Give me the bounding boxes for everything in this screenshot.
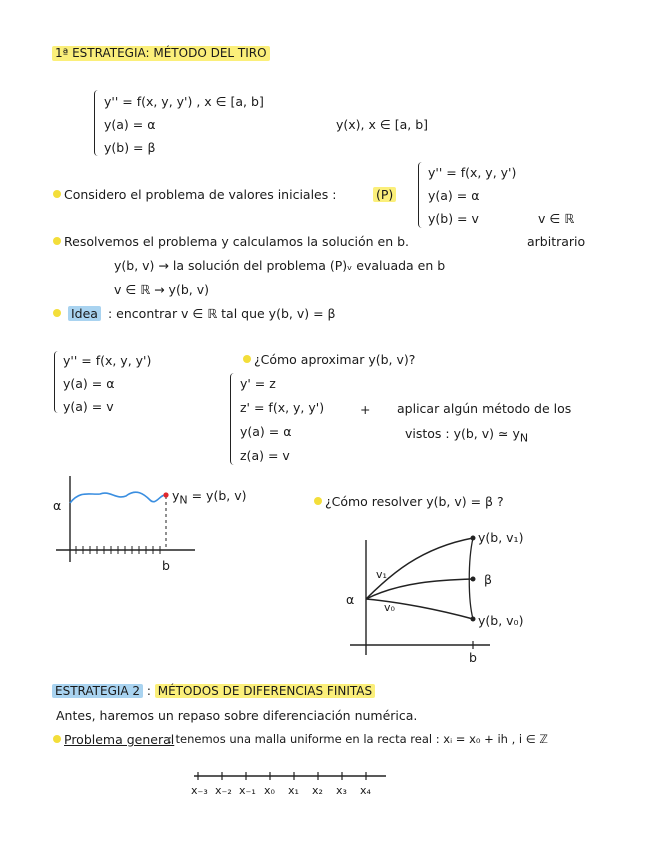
problema-general-label: Problema general — [64, 732, 175, 747]
plus-sign: + — [360, 402, 371, 417]
heading-estrategia-1: 1ª ESTRATEGIA: MÉTODO DEL TIRO — [52, 46, 270, 61]
bullet-dot — [53, 735, 61, 743]
bullet2-text: Resolvemos el problema y calculamos la solución en b. — [64, 234, 409, 249]
shooting-plot-1 — [50, 470, 230, 580]
plot1-yn-label: $y_N = y(b$, v) — [172, 488, 247, 507]
shooting-plot-2 — [340, 530, 540, 670]
heading-estrategia-2: ESTRATEGIA 2 : MÉTODOS DE DIFERENCIAS FINITAS — [52, 684, 375, 699]
grid-label: x₂ — [312, 784, 323, 797]
point-bottom — [471, 617, 476, 622]
plot2-top-label: y(b, v₁) — [478, 530, 524, 545]
bvp-eq1: y'' = f(x, y, y') , x ∈ [a, b] — [104, 94, 264, 109]
bullet-dot — [53, 309, 61, 317]
grid-label: x₁ — [288, 784, 299, 797]
system-eq3: y(a) = α — [240, 424, 292, 439]
grid-label: x₋₃ — [191, 784, 208, 797]
ivp2-eq2: y(a) = α — [63, 376, 115, 391]
bullet2-line2: y(b, v) → la solución del problema (P)ᵥ evaluada en b — [114, 258, 446, 273]
system-eq4: z(a) = v — [240, 448, 290, 463]
bullet-dot — [53, 237, 61, 245]
brace — [54, 351, 61, 413]
plot2-bottom-label: y(b, v₀) — [478, 613, 524, 628]
solution-curve — [70, 492, 166, 503]
ivp-eq3-domain: v ∈ ℝ — [538, 211, 575, 226]
problem-label-p: (P) — [373, 187, 396, 202]
bullet5-question: ¿Cómo resolver y(b, v) = β ? — [325, 494, 504, 509]
trajectory-mid — [366, 579, 473, 599]
bullet4-question: ¿Cómo aproximar y(b, v)? — [254, 352, 416, 367]
brace — [230, 373, 237, 465]
bullet2-line3: v ∈ ℝ → y(b, v) — [114, 282, 209, 297]
brace — [94, 90, 101, 156]
method-line2: vistos : y(b, v) ≃ $y_N$ — [405, 426, 529, 445]
point-top — [471, 536, 476, 541]
grid-label: x₋₂ — [215, 784, 232, 797]
bullet6-text: : tenemos una malla uniforme en la recta real : xᵢ = x₀ + ih , i ∈ ℤ — [168, 732, 548, 746]
plot1-b: b — [162, 558, 170, 573]
grid-label: x₄ — [360, 784, 371, 797]
grid-label: x₃ — [336, 784, 347, 797]
bullet2-aside: arbitrario — [527, 234, 586, 249]
plot1-alpha: α — [53, 498, 62, 513]
intro-text: Antes, haremos un repaso sobre diferenciación numérica. — [56, 708, 418, 723]
bullet-dot — [53, 190, 61, 198]
idea-label: Idea — [68, 306, 101, 321]
system-eq2: z' = f(x, y, y') — [240, 400, 325, 415]
bullet-dot — [243, 355, 251, 363]
bvp-eq3: y(b) = β — [104, 140, 156, 155]
plot2-v1: v₁ — [376, 568, 387, 581]
brace — [418, 162, 425, 228]
bullet1-text: Considero el problema de valores iniciales : — [64, 187, 337, 202]
endpoint-marker — [163, 492, 168, 497]
method-line1: aplicar algún método de los — [397, 401, 572, 416]
plot2-beta: β — [484, 572, 492, 587]
ivp2-eq1: y'' = f(x, y, y') — [63, 353, 152, 368]
trajectory-v0 — [366, 599, 473, 619]
ivp-eq1: y'' = f(x, y, y') — [428, 165, 517, 180]
grid-label: x₀ — [264, 784, 275, 797]
ivp-eq2: y(a) = α — [428, 188, 480, 203]
bvp-side: y(x), x ∈ [a, b] — [336, 117, 429, 132]
system-eq1: y' = z — [240, 376, 276, 391]
plot2-b: b — [469, 650, 477, 665]
bvp-eq2: y(a) = α — [104, 117, 156, 132]
bullet-dot — [314, 497, 322, 505]
plot2-v0: v₀ — [384, 601, 395, 614]
grid-label: x₋₁ — [239, 784, 256, 797]
ivp-eq3: y(b) = v — [428, 211, 479, 226]
ivp2-eq3: y(a) = v — [63, 399, 114, 414]
bullet3-text: : encontrar v ∈ ℝ tal que y(b, v) = β — [108, 306, 336, 321]
plot2-alpha: α — [346, 592, 355, 607]
point-mid — [471, 577, 476, 582]
